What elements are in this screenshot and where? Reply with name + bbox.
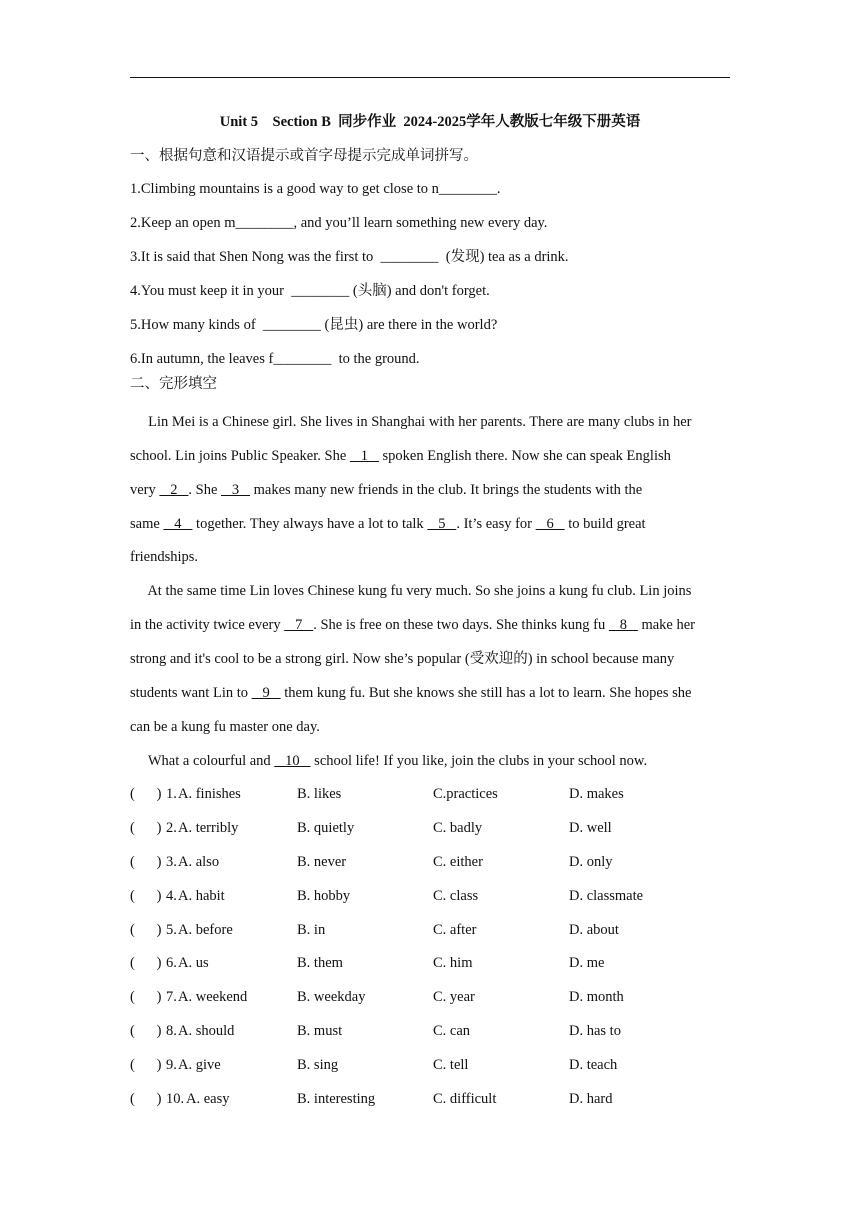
cloze-blank: 9 — [251, 685, 281, 701]
option-b: B. never — [297, 854, 347, 870]
option-a: A. before — [178, 922, 233, 938]
question-number: 10. — [166, 1091, 185, 1107]
option-c: C. class — [433, 888, 479, 904]
passage-text: school. Lin joins Public Speaker. She — [130, 448, 350, 464]
question-number: 8. — [166, 1023, 177, 1039]
option-d: D. me — [569, 955, 605, 971]
option-a: A. terribly — [178, 820, 239, 836]
question-number: 3. — [166, 854, 177, 870]
passage-line — [130, 581, 734, 601]
passage-line — [130, 446, 734, 466]
option-d: D. makes — [569, 786, 624, 802]
option-b: B. must — [297, 1023, 343, 1039]
spelling-question: 3.It is said that Shen Nong was the first to ________ (发现) tea as a drink. — [130, 249, 569, 265]
answer-bracket: ( ) — [130, 854, 162, 870]
passage-line — [130, 412, 734, 432]
section-2-heading: 二、完形填空 — [130, 376, 217, 392]
answer-bracket: ( ) — [130, 820, 162, 836]
option-d: D. has to — [569, 1023, 621, 1039]
cloze-blank: 2 — [159, 482, 189, 498]
passage-text: students want Lin to — [130, 685, 252, 701]
passage-text: together. They always have a lot to talk — [192, 516, 428, 532]
question-number: 4. — [166, 888, 177, 904]
header-rule — [130, 77, 730, 78]
passage-text: What a colourful and — [130, 753, 275, 769]
option-c: C. can — [433, 1023, 471, 1039]
option-b: B. them — [297, 955, 343, 971]
option-b: B. likes — [297, 786, 342, 802]
spelling-question: 1.Climbing mountains is a good way to get close to n________. — [130, 181, 501, 197]
option-a: A. also — [178, 854, 220, 870]
spelling-question: 5.How many kinds of ________ (昆虫) are there in the world? — [130, 317, 498, 333]
passage-text: same — [130, 516, 164, 532]
option-d: D. classmate — [569, 888, 644, 904]
passage-line — [130, 547, 734, 567]
question-number: 5. — [166, 922, 177, 938]
answer-bracket: ( ) — [130, 888, 162, 904]
option-b: B. in — [297, 922, 326, 938]
answer-bracket: ( ) — [130, 955, 162, 971]
passage-text: At the same time Lin loves Chinese kung fu very much. So she joins a kung fu club. Lin joins — [130, 583, 692, 599]
passage-line — [130, 480, 734, 500]
section-1-heading: 一、根据句意和汉语提示或首字母提示完成单词拼写。 — [130, 148, 478, 164]
option-c: C. difficult — [433, 1091, 497, 1107]
option-a: A. weekend — [178, 989, 248, 1005]
passage-text: school life! If you like, join the clubs in your school now. — [310, 753, 648, 769]
passage-text: Lin Mei is a Chinese girl. She lives in Shanghai with her parents. There are many clubs in her — [130, 414, 692, 430]
passage-line — [130, 615, 734, 635]
answer-bracket: ( ) — [130, 1091, 162, 1107]
answer-bracket: ( ) — [130, 1023, 162, 1039]
passage-text: strong and it's cool to be a strong girl. Now she’s popular (受欢迎的) in school because many — [130, 651, 675, 667]
option-a: A. us — [178, 955, 209, 971]
spelling-question: 4.You must keep it in your ________ (头脑) and don't forget. — [130, 283, 490, 299]
question-number: 1. — [166, 786, 177, 802]
cloze-blank: 4 — [163, 516, 193, 532]
passage-text: . It’s easy for — [456, 516, 536, 532]
cloze-blank: 8 — [608, 617, 638, 633]
answer-bracket: ( ) — [130, 989, 162, 1005]
cloze-blank: 1 — [349, 448, 379, 464]
cloze-blank: 10 — [274, 753, 311, 769]
passage-text: them kung fu. But she knows she still has a lot to learn. She hopes she — [280, 685, 692, 701]
passage-text: in the activity twice every — [130, 617, 285, 633]
answer-bracket: ( ) — [130, 1057, 162, 1073]
option-c: C. either — [433, 854, 483, 870]
option-b: B. sing — [297, 1057, 339, 1073]
passage-text: makes many new friends in the club. It brings the students with the — [250, 482, 643, 498]
passage-line — [130, 717, 734, 737]
question-number: 2. — [166, 820, 177, 836]
question-number: 6. — [166, 955, 177, 971]
spelling-question: 2.Keep an open m________, and you’ll learn something new every day. — [130, 215, 548, 231]
passage-line — [130, 683, 734, 703]
passage-line — [130, 514, 734, 534]
option-c: C. him — [433, 955, 473, 971]
option-b: B. quietly — [297, 820, 355, 836]
option-c: C. after — [433, 922, 477, 938]
option-a: A. easy — [186, 1091, 230, 1107]
cloze-blank: 6 — [535, 516, 565, 532]
option-d: D. month — [569, 989, 624, 1005]
option-a: A. habit — [178, 888, 225, 904]
spelling-question: 6.In autumn, the leaves f________ to the ground. — [130, 351, 420, 367]
option-c: C. year — [433, 989, 475, 1005]
option-d: D. hard — [569, 1091, 613, 1107]
passage-text: can be a kung fu master one day. — [130, 719, 320, 735]
passage-text: . She is free on these two days. She thinks kung fu — [313, 617, 609, 633]
passage-text: make her — [637, 617, 695, 633]
cloze-blank: 5 — [427, 516, 457, 532]
option-d: D. only — [569, 854, 613, 870]
passage-text: very — [130, 482, 160, 498]
option-c: C.practices — [433, 786, 498, 802]
passage-text: . She — [188, 482, 222, 498]
cloze-blank: 7 — [284, 617, 314, 633]
passage-line — [130, 751, 734, 771]
option-a: A. finishes — [178, 786, 241, 802]
passage-text: spoken English there. Now she can speak English — [378, 448, 671, 464]
answer-bracket: ( ) — [130, 786, 162, 802]
answer-bracket: ( ) — [130, 922, 162, 938]
option-d: D. teach — [569, 1057, 618, 1073]
option-b: B. hobby — [297, 888, 351, 904]
passage-text: friendships. — [130, 549, 199, 565]
cloze-blank: 3 — [221, 482, 251, 498]
question-number: 7. — [166, 989, 177, 1005]
option-c: C. tell — [433, 1057, 469, 1073]
option-a: A. should — [178, 1023, 235, 1039]
passage-text: to build great — [564, 516, 646, 532]
question-number: 9. — [166, 1057, 177, 1073]
option-d: D. well — [569, 820, 612, 836]
option-c: C. badly — [433, 820, 483, 836]
option-a: A. give — [178, 1057, 221, 1073]
option-b: B. weekday — [297, 989, 366, 1005]
page-title: Unit 5 Section B 同步作业 2024-2025学年人教版七年级下册英语 — [219, 114, 641, 130]
option-d: D. about — [569, 922, 619, 938]
passage-line — [130, 649, 734, 669]
option-b: B. interesting — [297, 1091, 376, 1107]
